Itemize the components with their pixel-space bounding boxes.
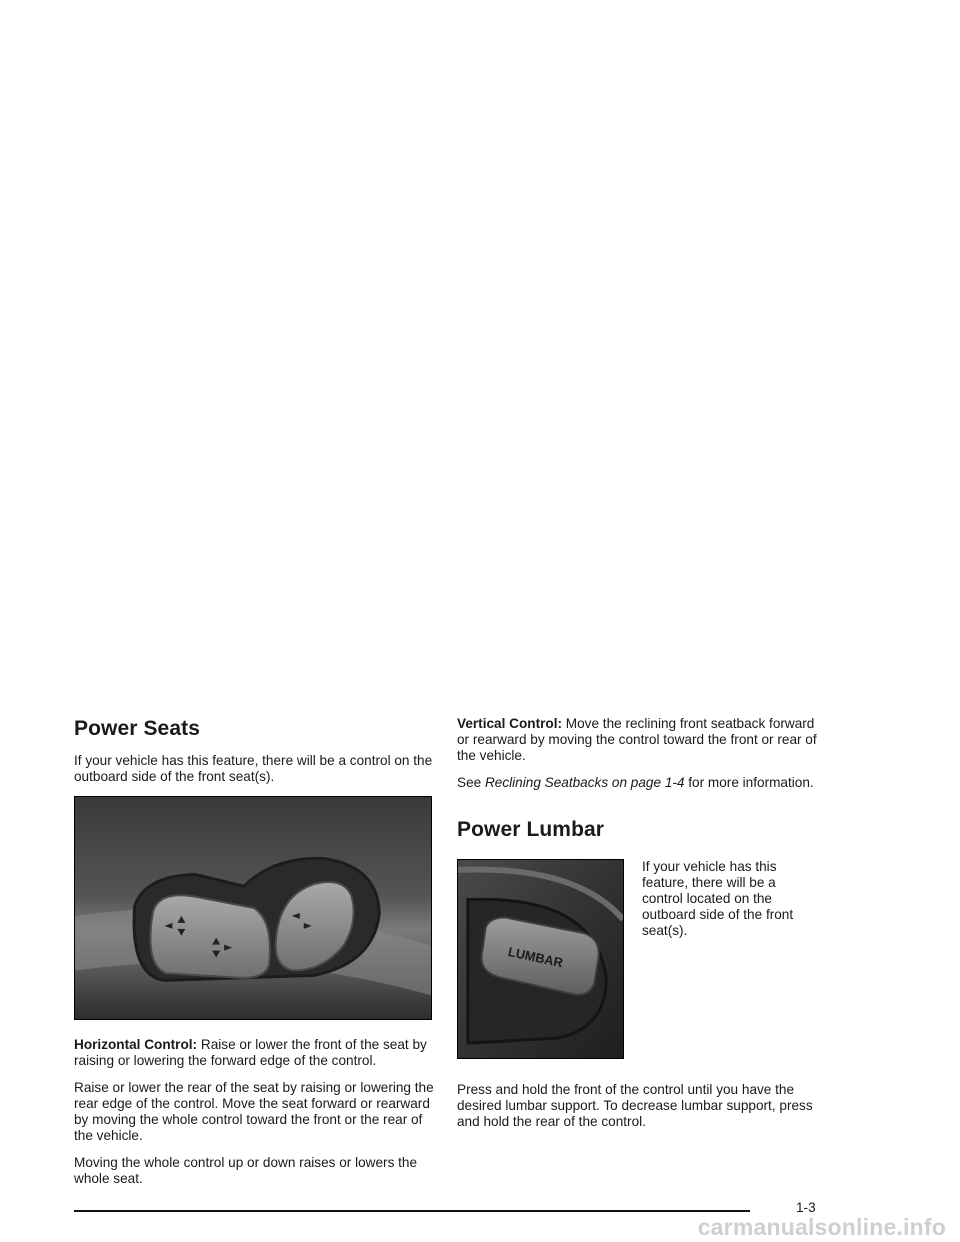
horizontal-control-label: Horizontal Control: <box>74 1037 198 1052</box>
see-reference-paragraph <box>457 775 817 791</box>
power-lumbar-intro: If your vehicle has this feature, there will be a control located on the outboard side of the front seat(s). <box>642 859 794 938</box>
whole-seat-paragraph: Moving the whole control up or down raises or lowers the whole seat. <box>74 1155 418 1186</box>
see-suffix: for more information. <box>688 775 814 790</box>
page-number: 1-3 <box>796 1200 816 1215</box>
see-prefix: See <box>457 775 482 790</box>
left-column <box>74 716 436 1198</box>
lumbar-block <box>457 859 817 1059</box>
horizontal-control-paragraph <box>74 1037 436 1069</box>
horizontal-control-button <box>150 895 269 978</box>
watermark: carmanualsonline.info <box>697 1214 946 1240</box>
vertical-control-paragraph <box>457 716 817 764</box>
rear-adjust-paragraph: Raise or lower the rear of the seat by raising or lowering the rear edge of the control. Move the seat forward or rearward by moving the whole control toward the front or the rear of the vehicle. <box>74 1080 434 1143</box>
reclining-seatbacks-link[interactable]: Reclining Seatbacks on page 1-4 <box>484 775 685 790</box>
vertical-control-label: Vertical Control: <box>457 716 562 731</box>
lumbar-instructions: Press and hold the front of the control until you have the desired lumbar support. To decrease lumbar support, press and hold the rear of the control. <box>457 1082 813 1129</box>
vertical-control-text: Move the reclining front seatback forward or rearward by moving the control toward the front or rear of the vehicle. <box>457 716 817 763</box>
seat-control-photo <box>74 796 432 1020</box>
footer-rule <box>74 1210 750 1212</box>
power-seats-heading: Power Seats <box>74 717 200 740</box>
horizontal-control-text: Raise or lower the front of the seat by raising or lowering the forward edge of the control. <box>74 1037 427 1068</box>
lumbar-control-photo <box>457 859 624 1059</box>
power-seats-intro: If your vehicle has this feature, there will be a control on the outboard side of the front seat(s). <box>74 753 433 784</box>
right-column <box>457 716 817 1141</box>
power-lumbar-heading: Power Lumbar <box>457 818 605 841</box>
lumbar-button-label: LUMBAR <box>506 943 565 971</box>
